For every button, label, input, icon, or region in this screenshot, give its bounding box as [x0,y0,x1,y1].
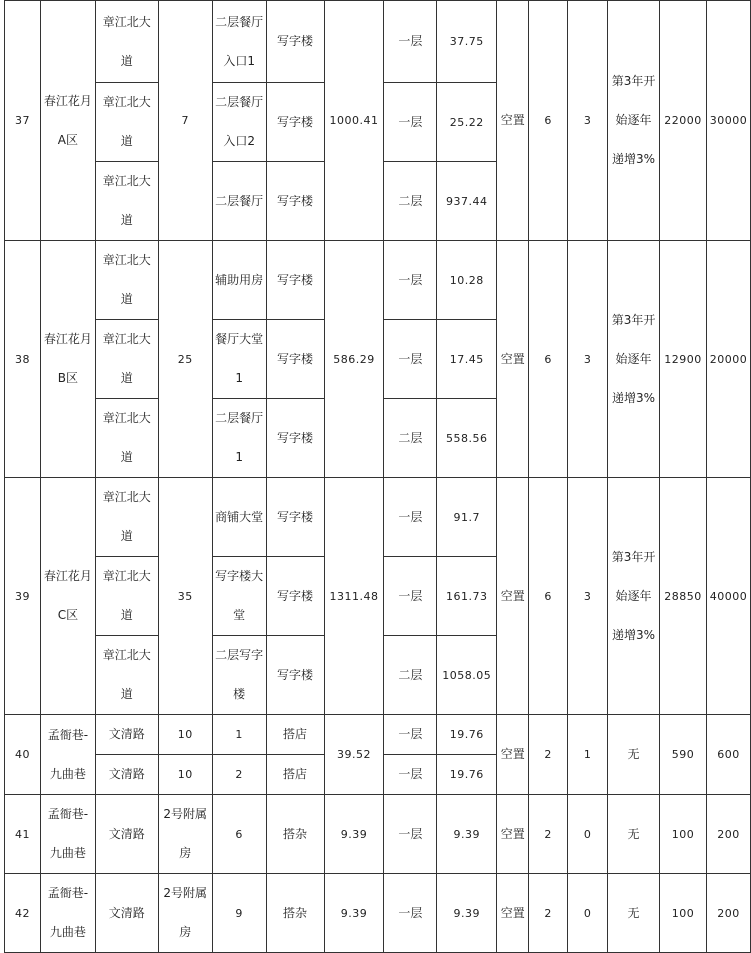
room-name: 二层餐厅入口2 [212,83,266,162]
rent: 100 [660,874,707,953]
free-period: 0 [568,795,608,874]
status: 空置 [497,795,529,874]
table-row [5,1,751,83]
room-name: 二层餐厅 [212,162,266,241]
table-row [5,478,751,557]
usage: 搭杂 [266,874,324,953]
usage: 写字楼 [266,478,324,557]
floor: 一层 [384,715,437,755]
floor: 一层 [384,795,437,874]
lease-years: 6 [529,241,568,478]
area: 19.76 [437,715,497,755]
road-name: 文清路 [95,874,158,953]
usage: 写字楼 [266,399,324,478]
deposit: 600 [706,715,750,795]
rent-increase: 第3年开始逐年递增3% [608,241,660,478]
usage: 搭店 [266,715,324,755]
table-row [5,874,751,953]
community-name: 春江花月A区 [40,1,95,241]
room-name: 写字楼大堂 [212,557,266,636]
room-name: 二层写字楼 [212,636,266,715]
status: 空置 [497,715,529,795]
free-period: 1 [568,715,608,795]
usage: 写字楼 [266,1,324,83]
house-number: 35 [158,478,212,715]
usage: 写字楼 [266,241,324,320]
property-table-wrapper [4,0,751,953]
lease-years: 2 [529,795,568,874]
room-name: 6 [212,795,266,874]
house-number: 25 [158,241,212,478]
area: 37.75 [437,1,497,83]
area: 19.76 [437,755,497,795]
road-name: 章江北大道 [95,241,158,320]
floor: 一层 [384,874,437,953]
lease-years: 6 [529,478,568,715]
total-area: 39.52 [324,715,384,795]
room-name: 餐厅大堂1 [212,320,266,399]
table-row [5,715,751,755]
house-number: 10 [158,755,212,795]
status: 空置 [497,478,529,715]
floor: 一层 [384,241,437,320]
road-name: 章江北大道 [95,320,158,399]
area: 161.73 [437,557,497,636]
rent-increase: 无 [608,795,660,874]
deposit: 30000 [706,1,750,241]
usage: 写字楼 [266,162,324,241]
road-name: 章江北大道 [95,1,158,83]
status: 空置 [497,874,529,953]
status: 空置 [497,241,529,478]
area: 937.44 [437,162,497,241]
free-period: 3 [568,478,608,715]
rent: 590 [660,715,707,795]
lease-years: 2 [529,715,568,795]
area: 9.39 [437,874,497,953]
floor: 一层 [384,557,437,636]
road-name: 章江北大道 [95,478,158,557]
community-name: 孟衙巷-九曲巷 [40,715,95,795]
free-period: 0 [568,874,608,953]
road-name: 章江北大道 [95,557,158,636]
rent-increase: 无 [608,874,660,953]
rent: 12900 [660,241,707,478]
row-number: 40 [5,715,41,795]
floor: 二层 [384,636,437,715]
usage: 写字楼 [266,557,324,636]
road-name: 文清路 [95,715,158,755]
floor: 一层 [384,478,437,557]
room-name: 2 [212,755,266,795]
deposit: 200 [706,795,750,874]
row-number: 37 [5,1,41,241]
room-name: 9 [212,874,266,953]
table-row [5,795,751,874]
table-row [5,241,751,320]
lease-years: 6 [529,1,568,241]
community-name: 春江花月B区 [40,241,95,478]
road-name: 章江北大道 [95,636,158,715]
deposit: 40000 [706,478,750,715]
usage: 搭杂 [266,795,324,874]
room-name: 二层餐厅1 [212,399,266,478]
rent-increase: 第3年开始逐年递增3% [608,1,660,241]
floor: 二层 [384,399,437,478]
rent: 22000 [660,1,707,241]
rent-increase: 第3年开始逐年递增3% [608,478,660,715]
total-area: 9.39 [324,874,384,953]
floor: 一层 [384,320,437,399]
floor: 一层 [384,83,437,162]
row-number: 38 [5,241,41,478]
status: 空置 [497,1,529,241]
deposit: 200 [706,874,750,953]
floor: 二层 [384,162,437,241]
total-area: 586.29 [324,241,384,478]
total-area: 1000.41 [324,1,384,241]
usage: 写字楼 [266,83,324,162]
row-number: 42 [5,874,41,953]
area: 558.56 [437,399,497,478]
row-number: 41 [5,795,41,874]
community-name: 孟衙巷-九曲巷 [40,795,95,874]
house-number: 2号附属房 [158,874,212,953]
road-name: 章江北大道 [95,162,158,241]
road-name: 章江北大道 [95,399,158,478]
usage: 写字楼 [266,636,324,715]
rent: 100 [660,795,707,874]
lease-years: 2 [529,874,568,953]
room-name: 二层餐厅入口1 [212,1,266,83]
area: 91.7 [437,478,497,557]
area: 25.22 [437,83,497,162]
property-lease-table [4,0,751,953]
room-name: 商铺大堂 [212,478,266,557]
floor: 一层 [384,1,437,83]
room-name: 1 [212,715,266,755]
total-area: 9.39 [324,795,384,874]
row-number: 39 [5,478,41,715]
free-period: 3 [568,1,608,241]
community-name: 孟衙巷-九曲巷 [40,874,95,953]
room-name: 辅助用房 [212,241,266,320]
usage: 搭店 [266,755,324,795]
area: 9.39 [437,795,497,874]
free-period: 3 [568,241,608,478]
rent: 28850 [660,478,707,715]
road-name: 文清路 [95,795,158,874]
usage: 写字楼 [266,320,324,399]
community-name: 春江花月C区 [40,478,95,715]
floor: 一层 [384,755,437,795]
rent-increase: 无 [608,715,660,795]
area: 1058.05 [437,636,497,715]
deposit: 20000 [706,241,750,478]
house-number: 2号附属房 [158,795,212,874]
road-name: 文清路 [95,755,158,795]
area: 10.28 [437,241,497,320]
road-name: 章江北大道 [95,83,158,162]
house-number: 7 [158,1,212,241]
house-number: 10 [158,715,212,755]
area: 17.45 [437,320,497,399]
total-area: 1311.48 [324,478,384,715]
